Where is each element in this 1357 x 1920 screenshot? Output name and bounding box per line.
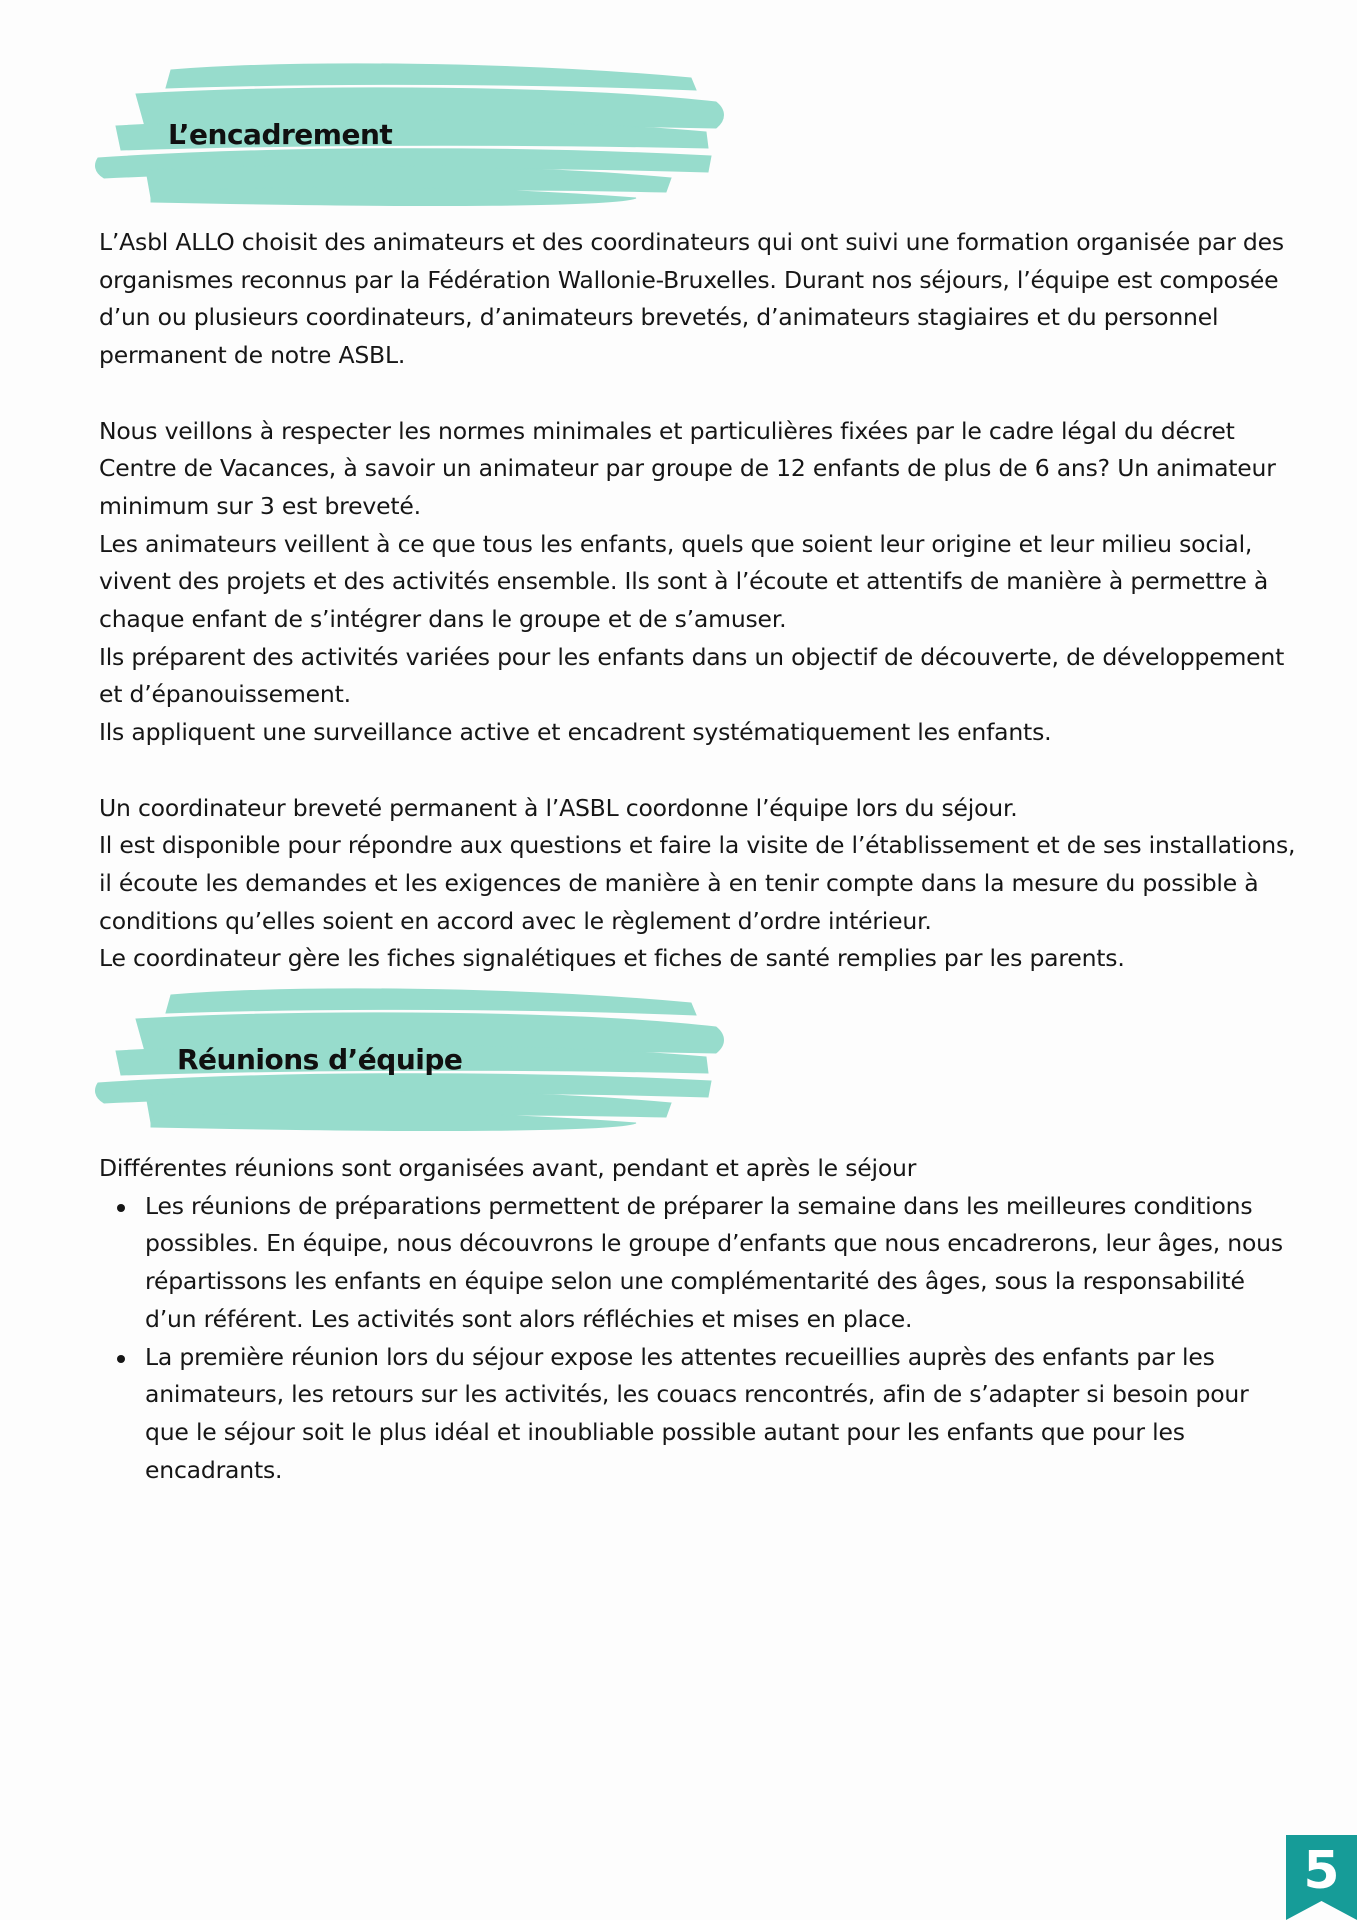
bullet-icon <box>117 1355 125 1363</box>
paragraph: Ils appliquent une surveillance active et encadrent systématiquement les enfants. <box>99 718 1052 747</box>
paragraph-gap <box>99 375 1299 413</box>
intro-text: Différentes réunions sont organisées avant, pendant et après le séjour <box>99 1154 917 1182</box>
bullet-list <box>99 1188 1299 1490</box>
list-item-text: La première réunion lors du séjour expose les attentes recueillies auprès des enfants par les animateurs, les retours sur les activités, les couacs rencontrés, afin de s’adapter si besoin pour que le séjour soit le plus idéal et inoubliable possible autant pour les enfants que pour les encadrants. <box>145 1342 1249 1484</box>
list-item-text: Les réunions de préparations permettent de préparer la semaine dans les meilleures conditions possibles. En équipe, nous découvrons le groupe d’enfants que nous encadrerons, leur âges, nous répartissons les enfants en équipe selon une complémentarité des âges, sous la responsabilité d’un référent. Les activités sont alors réfléchies et mises en place. <box>145 1191 1283 1333</box>
paragraph: Un coordinateur breveté permanent à l’ASBL coordonne l’équipe lors du séjour. <box>99 793 1018 822</box>
paragraph: Nous veillons à respecter les normes minimales et particulières fixées par le cadre légal du décret Centre de Vacances, à savoir un animateur par groupe de 12 enfants de plus de 6 ans? Un animateur minimum sur 3 est breveté. <box>99 416 1276 520</box>
paragraph: Le coordinateur gère les fiches signalétiques et fiches de santé remplies par les parents. <box>99 944 1125 973</box>
paragraph: Ils préparent des activités variées pour les enfants dans un objectif de découverte, de développement et d’épanouissement. <box>99 642 1285 709</box>
paragraph-gap <box>99 752 1299 790</box>
paragraph: Il est disponible pour répondre aux questions et faire la visite de l’établissement et de ses installations, il écoute les demandes et les exigences de manière à en tenir compte dans la mesure du possible à conditions qu’elles soient en accord avec le règlement d’ordre intérieur. <box>99 831 1296 935</box>
heading-lencadrement <box>96 58 736 208</box>
list-item <box>99 1188 1299 1339</box>
paragraph: Les animateurs veillent à ce que tous les enfants, quels que soient leur origine et leur milieu social, vivent des projets et des activités ensemble. Ils sont à l’écoute et attentifs de manière à permettre à chaque enfant de s’intégrer dans le groupe et de s’amuser. <box>99 529 1269 634</box>
list-item <box>99 1339 1299 1490</box>
page-number: 5 <box>1303 1841 1340 1901</box>
bullet-icon <box>117 1204 125 1212</box>
section-title: L’encadrement <box>168 118 393 151</box>
section-title: Réunions d’équipe <box>177 1043 463 1076</box>
section-body-encadrement <box>99 224 1299 978</box>
paragraph: L’Asbl ALLO choisit des animateurs et des coordinateurs qui ont suivi une formation organisée par des organismes reconnus par la Fédération Wallonie-Bruxelles. Durant nos séjours, l’équipe est composée d’un ou plusieurs coordinateurs, d’animateurs brevetés, d’animateurs stagiaires et du personnel permanent de notre ASBL. <box>99 228 1284 370</box>
section-body-reunions <box>99 1150 1299 1489</box>
page-number-badge <box>1286 1835 1357 1920</box>
heading-reunions-equipe <box>96 983 736 1133</box>
